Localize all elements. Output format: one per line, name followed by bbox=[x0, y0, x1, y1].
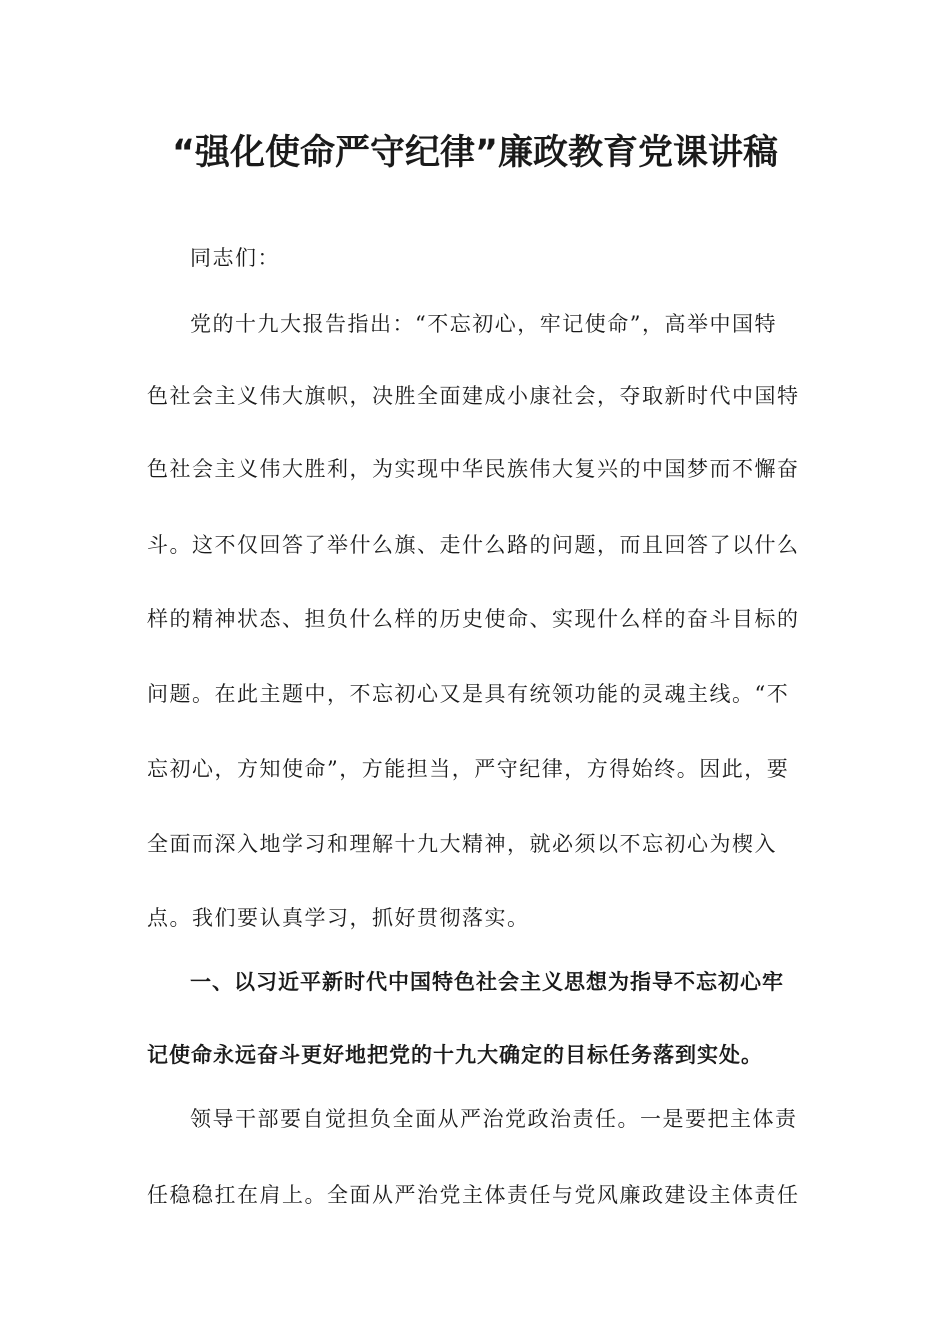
paragraph-line: 问题。在此主题中，不忘初心又是具有统领功能的灵魂主线。“不 bbox=[147, 682, 790, 706]
document-title: “强化使命严守纪律”廉政教育党课讲稿 bbox=[171, 133, 778, 173]
paragraph-line: 样的精神状态、担负什么样的历史使命、实现什么样的奋斗目标的 bbox=[147, 607, 800, 631]
section-heading-line: 一、以习近平新时代中国特色社会主义思想为指导不忘初心牢 bbox=[190, 970, 784, 994]
paragraph-line: 领导干部要自觉担负全面从严治党政治责任。一是要把主体责 bbox=[190, 1107, 798, 1131]
paragraph-line: 任稳稳扛在肩上。全面从严治党主体责任与党风廉政建设主体责任 bbox=[147, 1183, 800, 1207]
paragraph-line: 色社会主义伟大胜利，为实现中华民族伟大复兴的中国梦而不懈奋 bbox=[147, 457, 800, 481]
paragraph-line: 色社会主义伟大旗帜，决胜全面建成小康社会，夺取新时代中国特 bbox=[147, 384, 800, 408]
salutation: 同志们： bbox=[190, 246, 280, 270]
paragraph-line: 党的十九大报告指出：“不忘初心，牢记使命”，高举中国特 bbox=[190, 312, 777, 336]
section-heading-line: 记使命永远奋斗更好地把党的十九大确定的目标任务落到实处。 bbox=[147, 1043, 763, 1067]
paragraph-line: 全面而深入地学习和理解十九大精神，就必须以不忘初心为楔入 bbox=[147, 832, 777, 856]
paragraph-line: 点。我们要认真学习，抓好贯彻落实。 bbox=[147, 906, 530, 930]
paragraph-line: 斗。这不仅回答了举什么旗、走什么路的问题，而且回答了以什么 bbox=[147, 533, 800, 557]
paragraph-line: 忘初心，方知使命”，方能担当，严守纪律，方得始终。因此，要 bbox=[147, 757, 790, 781]
